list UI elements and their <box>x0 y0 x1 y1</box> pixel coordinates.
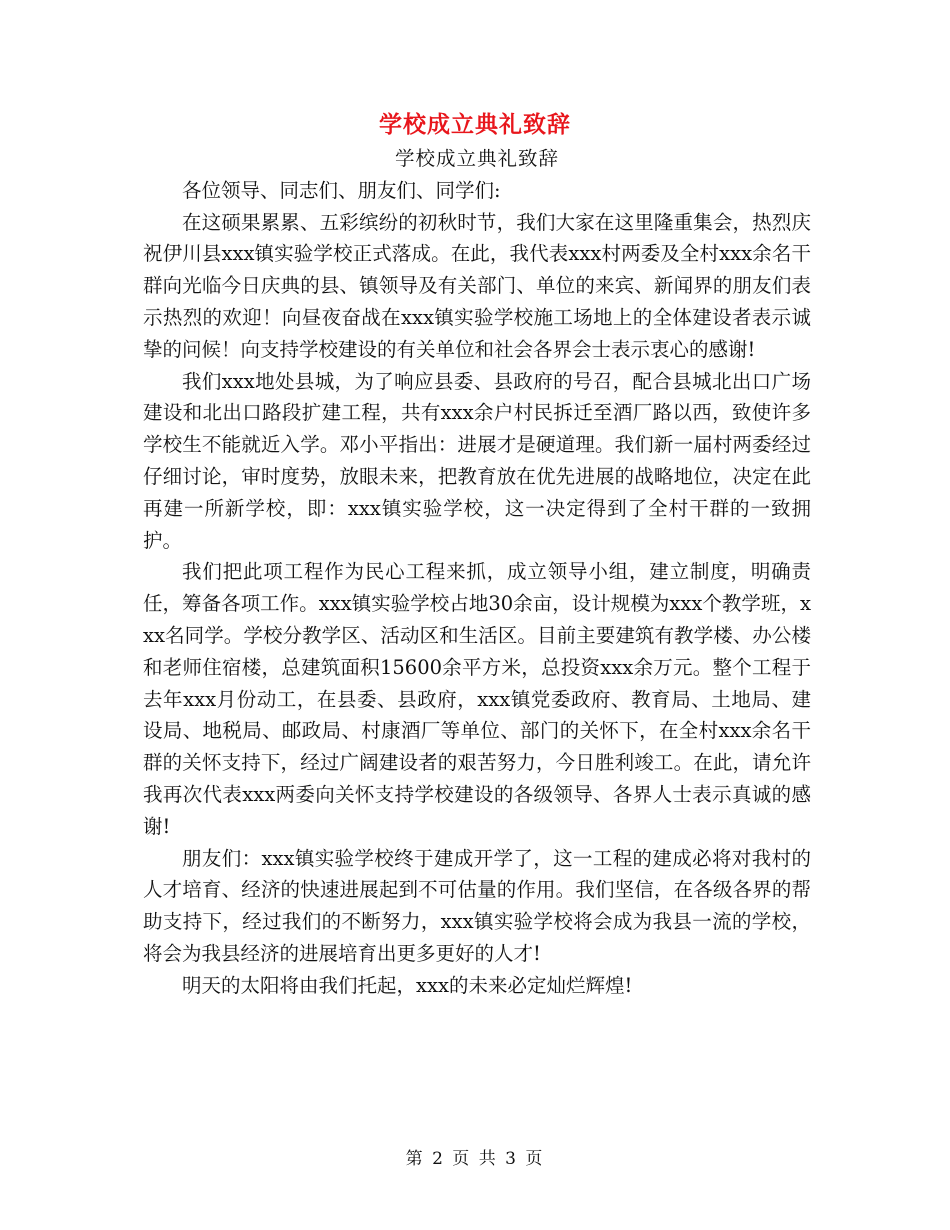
page-number-footer: 第 2 页 共 3 页 <box>405 1149 545 1169</box>
paragraph-greeting: 各位领导、同志们、朋友们、同学们: <box>182 178 501 202</box>
document-body <box>143 143 811 1002</box>
document-subtitle: 学校成立典礼致辞 <box>394 147 559 170</box>
paragraph: 我们把此项工程作为民心工程来抓，成立领导小组，建立制度，明确责任，筹备各项工作。xxx镇实验学校占地30余亩，设计规模为xxx个教学班，xxx名同学。学校分教学区、活动区和生活区。目前主要建筑有教学楼、办公楼和老师住宿楼，总建筑面积15600余平方米，总投资xxx余万元。整个工程于去年xxx月份动工，在县委、县政府，xxx镇党委政府、教育局、土地局、建设局、地税局、邮政局、村康酒厂等单位、部门的关怀下，在全村xxx余名干群的关怀支持下，经过广阔建设者的艰苦努力，今日胜利竣工。在此，请允许我再次代表xxx两委向关怀支持学校建设的各级领导、各界人士表示真诚的感谢! <box>143 560 811 838</box>
paragraph: 朋友们：xxx镇实验学校终于建成开学了，这一工程的建成必将对我村的人才培育、经济的快速进展起到不可估量的作用。我们坚信，在各级各界的帮助支持下，经过我们的不断努力，xxx镇实验学校将会成为我县一流的学校，将会为我县经济的进展培育出更多更好的人才! <box>143 846 811 965</box>
paragraph: 我们xxx地处县城，为了响应县委、县政府的号召，配合县城北出口广场建设和北出口路段扩建工程，共有xxx余户村民拆迁至酒厂路以西，致使许多学校生不能就近入学。邓小平指出：进展才是硬道理。我们新一届村两委经过仔细讨论，审时度势，放眼未来，把教育放在优先进展的战略地位，决定在此再建一所新学校，即：xxx镇实验学校，这一决定得到了全村干群的一致拥护。 <box>143 369 811 552</box>
paragraph: 在这硕果累累、五彩缤纷的初秋时节，我们大家在这里隆重集会，热烈庆祝伊川县xxx镇实验学校正式落成。在此，我代表xxx村两委及全村xxx余名干群向光临今日庆典的县、镇领导及有关部门、单位的来宾、新闻界的朋友们表示热烈的欢迎！向昼夜奋战在xxx镇实验学校施工场地上的全体建设者表示诚挚的问候！向支持学校建设的有关单位和社会各界会士表示衷心的感谢! <box>143 210 811 361</box>
document-title: 学校成立典礼致辞 <box>379 111 571 138</box>
paragraph-closing: 明天的太阳将由我们托起，xxx的未来必定灿烂辉煌! <box>182 973 633 997</box>
